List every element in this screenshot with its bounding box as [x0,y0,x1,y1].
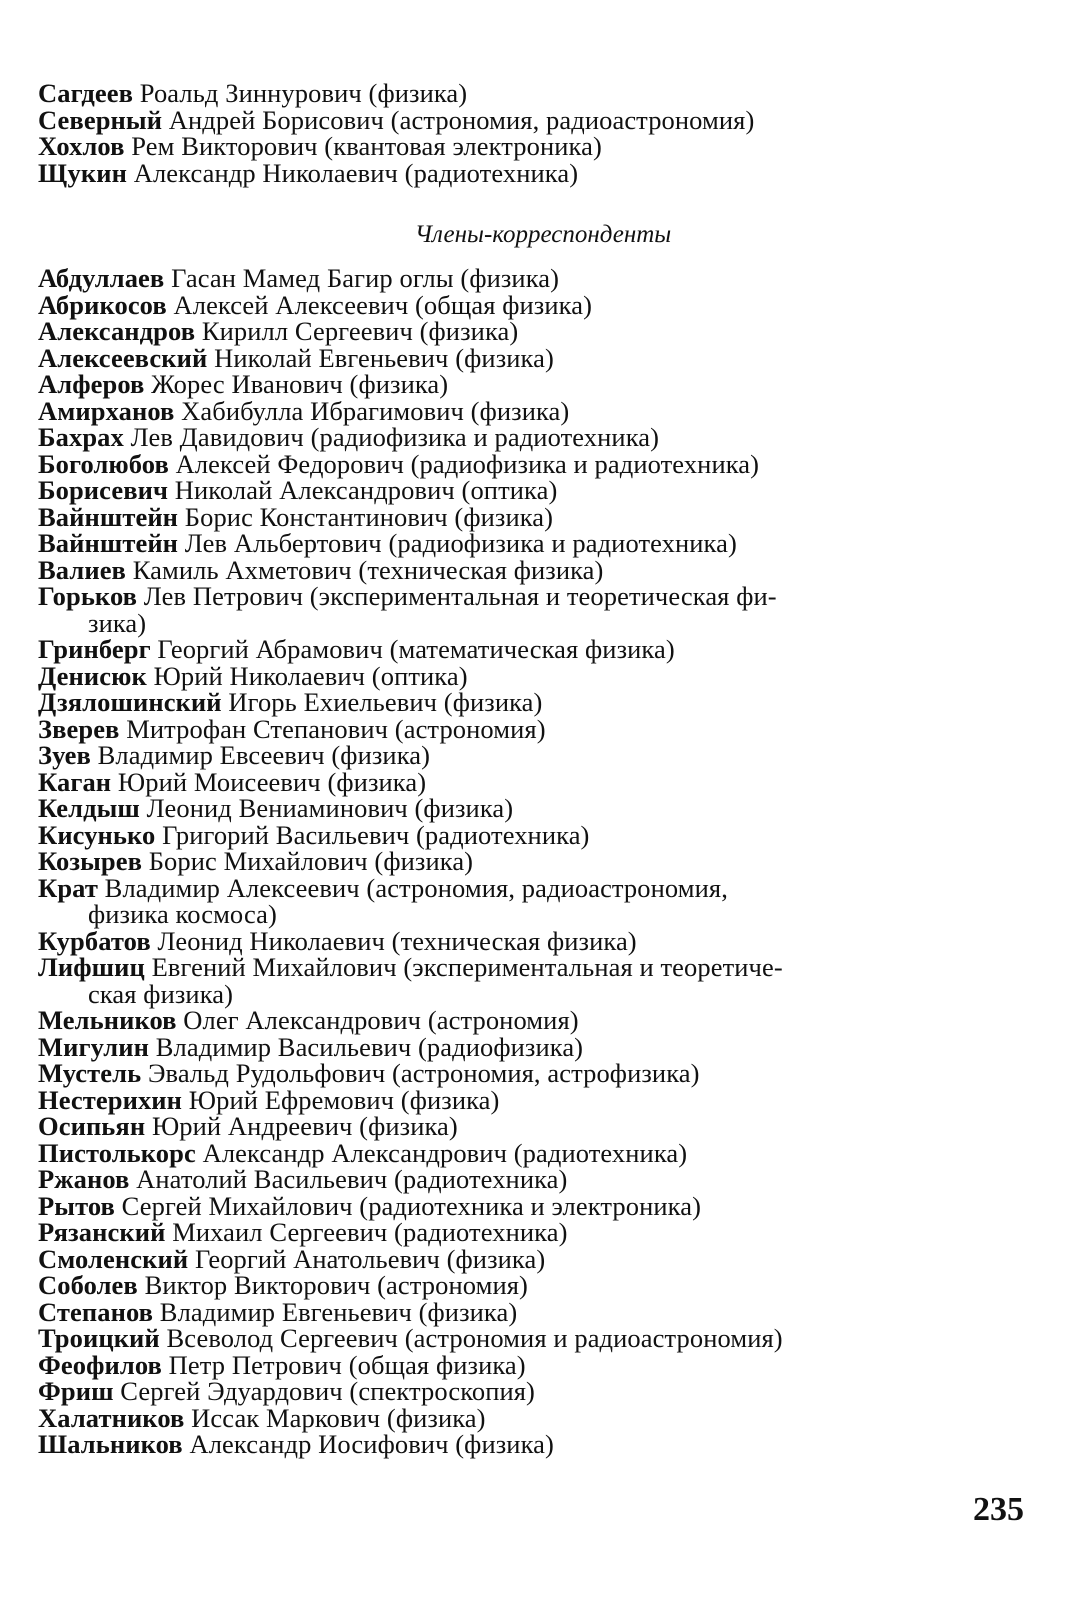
entry-details: Петр Петрович (общая физика) [161,1349,526,1380]
entry-details: Евгений Михайлович (экспериментальная и теоретиче- [144,952,783,982]
list-item [38,1402,1008,1433]
list-item [38,554,1008,585]
list-item [38,448,1008,479]
entry-surname: Горьков [38,581,138,611]
entry-details: Юрий Николаевич (оптика) [146,660,468,691]
list-item [38,872,1008,929]
entry-surname: Лифшиц [38,952,145,982]
entry-surname: Каган [38,766,112,797]
entry-details: Леонид Николаевич (техническая физика) [150,925,637,956]
entry-surname: Троицкий [38,1323,160,1353]
entry-details: Александр Николаевич (радиотехника) [126,157,579,188]
entry-surname: Феофилов [38,1349,162,1380]
entry-surname: Бахрах [38,422,124,452]
entry-details: Олег Александрович (астрономия) [176,1005,579,1035]
entry-surname: Абдуллаев [38,263,165,293]
entry-details: Александр Иосифович (физика) [182,1429,554,1459]
entry-surname: Фриш [38,1376,114,1406]
list-item [38,80,1008,107]
entry-details: Андрей Борисович (астрономия, радиоастрономия) [162,104,755,135]
entry-surname: Зверев [38,713,120,744]
entry-surname: Северный [38,104,163,135]
list-item [38,795,1008,822]
entry-surname: Вайнштейн [38,528,179,558]
entry-details: Митрофан Степанович (астрономия) [119,713,546,744]
list-item [38,1007,1008,1034]
entry-surname: Валиев [38,554,126,585]
list-item [38,104,1008,135]
entry-continuation: ская физика) [88,978,234,1009]
corresponding-members-list [38,265,1008,1458]
list-item [38,1243,1008,1274]
entry-details: Александр Александрович (радиотехника) [195,1137,688,1168]
entry-details: Михаил Сергеевич (радиотехника) [165,1217,568,1247]
academicians-list [38,80,1008,186]
entry-details: Камиль Ахметович (техническая физика) [125,554,604,585]
list-item [38,371,1008,398]
entry-surname: Хохлов [38,131,125,161]
entry-surname: Халатников [38,1402,185,1433]
entry-surname: Мигулин [38,1031,150,1062]
list-item [38,954,1008,1007]
entry-details: Борис Константинович (физика) [178,501,554,532]
entry-surname: Алексеевский [38,342,208,373]
entry-surname: Смоленский [38,1243,189,1274]
entry-details: Николай Евгеньевич (физика) [207,342,554,373]
entry-details: Игорь Ехиельевич (физика) [221,687,543,717]
list-item [38,1190,1008,1221]
entry-details: Владимир Евгеньевич (физика) [153,1296,518,1327]
list-item [38,713,1008,744]
entry-surname: Александров [38,316,196,346]
entry-surname: Соболев [38,1270,138,1300]
entry-details: Владимир Евсеевич (физика) [90,740,431,770]
entry-surname: Борисевич [38,475,169,505]
entry-details: Кирилл Сергеевич (физика) [195,316,519,346]
entry-surname: Боголюбов [38,448,169,479]
list-item [38,342,1008,373]
entry-details: Роальд Зиннурович (физика) [133,78,468,108]
entry-surname: Мельников [38,1005,177,1035]
entry-continuation: физика космоса) [88,899,277,929]
list-item [38,1431,1008,1458]
entry-surname: Гринберг [38,634,151,664]
entry-surname: Дзялошинский [38,687,222,717]
list-item [38,660,1008,691]
entry-surname: Мустель [38,1058,142,1088]
list-item [38,477,1008,504]
entry-details: Леонид Вениаминович (физика) [139,793,514,823]
list-item [38,1031,1008,1062]
list-item [38,689,1008,716]
entry-surname: Келдыш [38,793,140,823]
list-item [38,133,1008,160]
entry-surname: Вайнштейн [38,501,179,532]
entry-details: Всеволод Сергеевич (астрономия и радиоастрономия) [159,1323,783,1353]
entry-details: Владимир Алексеевич (астрономия, радиоастрономия, [97,872,728,903]
entry-details: Лев Давидович (радиофизика и радиотехника) [123,422,660,452]
entry-details: Гасан Мамед Багир оглы (физика) [164,263,560,293]
list-item [38,318,1008,345]
entry-details: Сергей Эдуардович (спектроскопия) [113,1376,535,1406]
entry-details: Григорий Васильевич (радиотехника) [155,819,590,850]
entry-details: Борис Михайлович (физика) [142,846,474,876]
entry-details: Иссак Маркович (физика) [184,1402,486,1433]
entry-details: Сергей Михайлович (радиотехника и электроника) [114,1190,701,1221]
entry-details: Владимир Васильевич (радиофизика) [149,1031,584,1062]
entry-details: Юрий Ефремович (физика) [182,1084,500,1115]
entry-surname: Пистолькорс [38,1137,196,1168]
entry-surname: Денисюк [38,660,147,691]
entry-details: Николай Александрович (оптика) [168,475,558,505]
section-heading: Члены-корреспонденты [414,221,672,248]
page-number: 235 [973,1491,1024,1528]
entry-details: Жорес Иванович (физика) [144,369,449,399]
entry-surname: Рытов [38,1190,115,1221]
entry-surname: Ржанов [38,1164,130,1194]
list-item [38,1349,1008,1380]
entry-surname: Крат [38,872,98,903]
list-item [38,530,1008,557]
entry-details: Эвальд Рудольфович (астрономия, астрофизика) [141,1058,700,1088]
entry-surname: Абрикосов [38,289,167,320]
entry-details: Алексей Алексеевич (общая физика) [166,289,592,320]
list-item [38,848,1008,875]
list-item [38,1219,1008,1246]
list-item [38,583,1008,636]
entry-surname: Нестерихин [38,1084,183,1115]
entry-details: Георгий Анатольевич (физика) [188,1243,546,1274]
entry-continuation: зика) [88,607,147,638]
entry-surname: Амирханов [38,395,175,426]
entry-surname: Шальников [38,1429,183,1459]
entry-surname: Алферов [38,369,145,399]
list-item [38,157,1008,188]
list-item [38,501,1008,532]
list-item [38,1166,1008,1193]
list-item [38,265,1008,292]
entry-details: Алексей Федорович (радиофизика и радиотехника) [168,448,760,479]
list-item [38,1084,1008,1115]
entry-surname: Осипьян [38,1111,146,1141]
entry-surname: Щукин [38,157,127,188]
list-item [38,1137,1008,1168]
entry-surname: Козырев [38,846,142,876]
entry-surname: Сагдеев [38,78,134,108]
entry-surname: Зуев [38,740,91,770]
list-item [38,1113,1008,1140]
list-item [38,395,1008,426]
entry-details: Юрий Моисеевич (физика) [111,766,427,797]
list-item [38,1325,1008,1352]
entry-details: Лев Альбертович (радиофизика и радиотехника) [178,528,737,558]
list-item [38,742,1008,769]
entry-surname: Степанов [38,1296,154,1327]
list-item [38,925,1008,956]
entry-surname: Рязанский [38,1217,166,1247]
entry-details: Юрий Андреевич (физика) [145,1111,458,1141]
list-item [38,1272,1008,1299]
list-item [38,636,1008,663]
list-item [38,1378,1008,1405]
list-item [38,289,1008,320]
entry-details: Хабибулла Ибрагимович (физика) [174,395,570,426]
entry-details: Лев Петрович (экспериментальная и теоретическая фи- [137,581,777,611]
list-item [38,424,1008,451]
list-item [38,1060,1008,1087]
entry-surname: Кисунько [38,819,156,850]
entry-details: Рем Викторович (квантовая электроника) [124,131,602,161]
document-page [38,0,1024,1600]
list-item [38,1296,1008,1327]
entry-details: Георгий Абрамович (математическая физика) [150,634,675,664]
list-item [38,766,1008,797]
entry-details: Виктор Викторович (астрономия) [137,1270,528,1300]
entry-surname: Курбатов [38,925,151,956]
list-item [38,819,1008,850]
entry-details: Анатолий Васильевич (радиотехника) [129,1164,568,1194]
